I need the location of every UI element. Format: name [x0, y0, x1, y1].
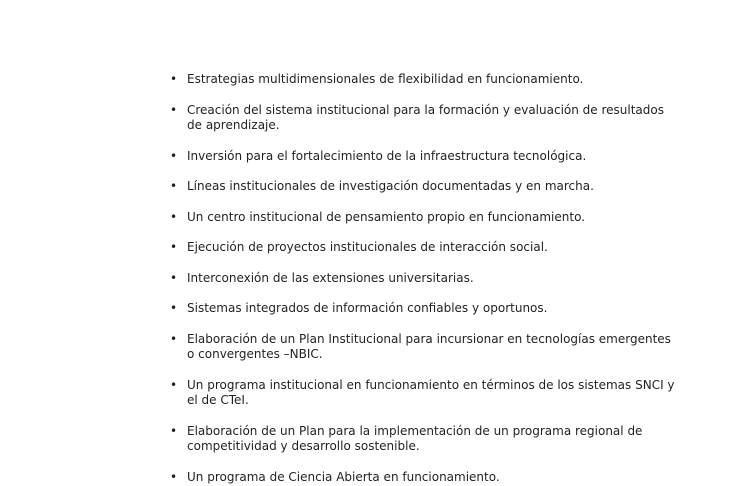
list-item: [170, 240, 680, 256]
bullet-icon: •: [170, 377, 178, 392]
bullet-list: [170, 72, 680, 486]
list-item: [170, 301, 680, 317]
bullet-icon: •: [170, 102, 178, 117]
bullet-icon: •: [170, 179, 178, 193]
bullet-icon: •: [170, 423, 178, 438]
bullet-icon: •: [170, 270, 178, 285]
list-item-text: Sistemas integrados de información confiables y oportunos.: [187, 301, 548, 315]
list-item-text: Elaboración de un Plan Institucional para incursionar en tecnologías emergentes o convergentes –NBIC.: [187, 331, 671, 361]
bullet-icon: •: [170, 72, 178, 86]
bullet-icon: •: [170, 209, 178, 224]
list-item-text: Un programa de Ciencia Abierta en funcionamiento.: [187, 469, 500, 484]
bullet-icon: •: [170, 240, 178, 254]
list-item: [170, 271, 680, 287]
list-item: [170, 179, 680, 195]
list-item-text: Inversión para el fortalecimiento de la infraestructura tecnológica.: [187, 148, 587, 163]
bullet-icon: •: [170, 148, 178, 163]
list-item: [170, 210, 680, 226]
list-item: [170, 103, 680, 134]
list-item-text: Ejecución de proyectos institucionales de interacción social.: [187, 240, 548, 254]
list-item: [170, 470, 680, 486]
list-item: [170, 332, 680, 363]
list-item-text: Interconexión de las extensiones universitarias.: [187, 270, 474, 285]
list-item: [170, 149, 680, 165]
list-item-text: Estrategias multidimensionales de flexibilidad en funcionamiento.: [187, 72, 584, 86]
bullet-icon: •: [170, 301, 178, 315]
list-item-text: Un programa institucional en funcionamiento en términos de los sistemas SNCI y el de CTeI.: [187, 377, 675, 407]
list-item-text: Elaboración de un Plan para la implementación de un programa regional de competitividad y desarrollo sostenible.: [187, 423, 643, 453]
list-item-text: Creación del sistema institucional para la formación y evaluación de resultados de aprendizaje.: [187, 102, 664, 132]
list-item: [170, 72, 680, 88]
list-item-text: Líneas institucionales de investigación documentadas y en marcha.: [187, 179, 594, 193]
bullet-icon: •: [170, 331, 178, 346]
list-item-text: Un centro institucional de pensamiento propio en funcionamiento.: [187, 209, 586, 224]
list-item: [170, 424, 680, 455]
bullet-icon: •: [170, 469, 178, 484]
list-item: [170, 378, 680, 409]
